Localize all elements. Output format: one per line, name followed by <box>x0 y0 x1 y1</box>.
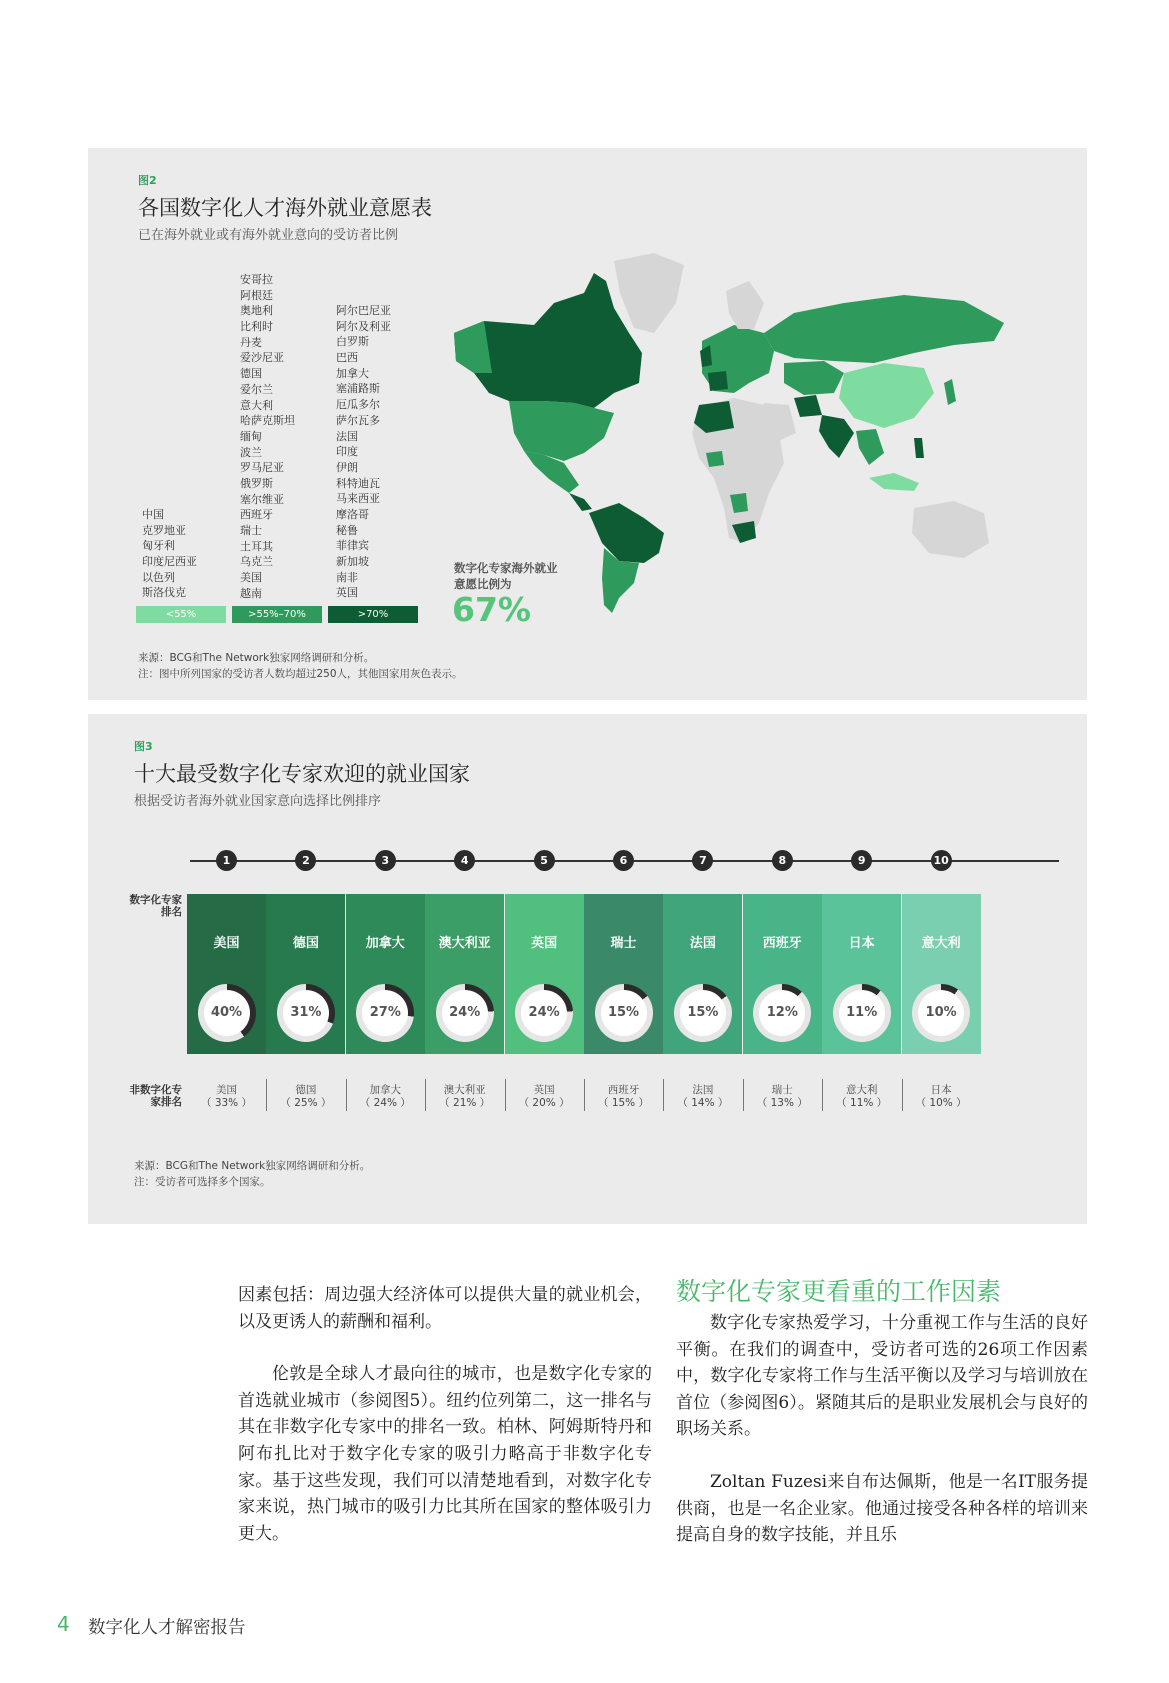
country-name: 比利时 <box>240 320 273 334</box>
country-name: 印度尼西亚 <box>142 555 197 569</box>
country-name: 克罗地亚 <box>142 523 186 537</box>
country-name: 萨尔瓦多 <box>336 413 380 427</box>
donut-value: 27% <box>362 990 408 1036</box>
separator <box>346 1079 347 1111</box>
rank-dot: 2 <box>295 850 316 871</box>
nondigital-pct: （ 10% ） <box>915 1097 967 1109</box>
country-name: 斯洛伐克 <box>142 586 186 600</box>
country-name: 以色列 <box>142 570 175 584</box>
nondigital-item <box>266 1084 345 1110</box>
donut-value: 10% <box>918 990 964 1036</box>
stat-label: 数字化专家海外就业意愿比例为 <box>454 561 558 591</box>
country-name: 阿根廷 <box>240 288 273 302</box>
country-list-mid <box>240 272 295 601</box>
country-name: 匈牙利 <box>142 539 175 553</box>
map-central-asia <box>784 361 844 395</box>
donut-chart <box>595 984 653 1042</box>
left-column <box>238 1282 652 1547</box>
map-greenland <box>614 253 684 333</box>
country-name: 丹麦 <box>240 335 262 349</box>
donut-chart <box>515 984 573 1042</box>
separator <box>902 1079 903 1111</box>
nondigital-item <box>505 1084 584 1110</box>
map-central-america <box>569 493 592 511</box>
country-name: 菲律宾 <box>336 539 369 553</box>
nondigital-pct: （ 15% ） <box>597 1097 649 1109</box>
nondigital-pct: （ 33% ） <box>200 1097 252 1109</box>
country-name: 英国 <box>336 586 358 600</box>
nondigital-item <box>822 1084 901 1110</box>
nondigital-pct: （ 24% ） <box>359 1097 411 1109</box>
nondigital-pct: （ 21% ） <box>439 1097 491 1109</box>
page-number: 4 <box>57 1612 70 1636</box>
country-tile <box>743 894 822 1054</box>
nondigital-item <box>743 1084 822 1110</box>
map-russia <box>764 295 1004 363</box>
right-column <box>676 1310 1088 1549</box>
figure-source: 来源：BCG和The Network独家网络调研和分析。 <box>134 1160 371 1172</box>
nondigital-item <box>584 1084 663 1110</box>
legend-high: >70% <box>328 606 418 623</box>
donut-chart <box>436 984 494 1042</box>
country-list-low <box>142 507 197 601</box>
country-name: 波兰 <box>240 445 262 459</box>
separator <box>425 1079 426 1111</box>
tile-country-name: 德国 <box>292 936 319 951</box>
map-south-america-north <box>589 503 664 563</box>
nondigital-country: 瑞士 <box>771 1084 793 1096</box>
rank-dot: 10 <box>931 850 952 871</box>
country-name: 厄瓜多尔 <box>336 398 380 412</box>
nondigital-item <box>187 1084 266 1110</box>
country-name: 巴西 <box>336 351 358 365</box>
nondigital-country: 法国 <box>692 1084 714 1096</box>
country-name: 科特迪瓦 <box>336 476 380 490</box>
country-tile <box>346 894 425 1054</box>
country-name: 马来西亚 <box>336 492 380 506</box>
country-name: 西班牙 <box>240 508 273 522</box>
section-title: 数字化专家更看重的工作因素 <box>676 1277 1002 1306</box>
country-tile <box>425 894 504 1054</box>
paragraph: 因素包括：周边强大经济体可以提供大量的就业机会，以及更诱人的薪酬和福利。 <box>238 1285 652 1332</box>
donut-value: 15% <box>601 990 647 1036</box>
separator <box>505 1079 506 1111</box>
donut-value: 24% <box>442 990 488 1036</box>
donut-chart <box>753 984 811 1042</box>
country-name: 法国 <box>336 429 358 443</box>
figure-title: 各国数字化人才海外就业意愿表 <box>138 196 432 220</box>
country-name: 阿尔及利亚 <box>336 319 391 333</box>
digital-rank-label: 数字化专家排名 <box>129 894 182 918</box>
nondigital-item <box>663 1084 742 1110</box>
rank-dot: 4 <box>454 850 475 871</box>
nondigital-pct: （ 20% ） <box>518 1097 570 1109</box>
nondigital-country: 美国 <box>216 1084 237 1096</box>
country-name: 爱沙尼亚 <box>240 351 284 365</box>
rank-dot: 1 <box>216 850 237 871</box>
country-name: 安哥拉 <box>240 273 273 286</box>
country-name: 南非 <box>336 570 358 584</box>
country-list-high <box>336 303 391 601</box>
donut-value: 40% <box>204 990 250 1036</box>
legend-mid: >55%–70% <box>232 606 322 623</box>
separator <box>743 1079 744 1111</box>
figure-2-panel <box>88 148 1087 700</box>
donut-value: 31% <box>283 990 329 1036</box>
figure-label: 图3 <box>134 740 153 753</box>
donut-chart <box>198 984 256 1042</box>
rank-dot: 9 <box>851 850 872 871</box>
tile-country-name: 意大利 <box>921 936 961 951</box>
donut-chart <box>912 984 970 1042</box>
map-australia <box>912 501 989 558</box>
country-tile <box>584 894 663 1054</box>
nondigital-country: 澳大利亚 <box>443 1084 486 1096</box>
country-tile <box>822 894 901 1054</box>
country-name: 加拿大 <box>336 366 369 380</box>
tile-country-name: 西班牙 <box>762 936 802 951</box>
figure-title: 十大最受数字化专家欢迎的就业国家 <box>134 762 470 786</box>
donut-value: 24% <box>521 990 567 1036</box>
country-name: 爱尔兰 <box>240 382 273 396</box>
rank-dot: 8 <box>772 850 793 871</box>
donut-value: 11% <box>839 990 885 1036</box>
country-name: 阿尔巴尼亚 <box>336 304 391 317</box>
country-name: 伊朗 <box>336 460 358 474</box>
figure-3-panel <box>88 714 1087 1224</box>
nondigital-item <box>346 1084 425 1110</box>
country-name: 中国 <box>142 508 164 521</box>
donut-chart <box>356 984 414 1042</box>
nondigital-country: 加拿大 <box>369 1084 402 1096</box>
map-france <box>708 371 728 391</box>
country-name: 白罗斯 <box>336 335 369 349</box>
country-tile <box>266 894 345 1054</box>
map-scandinavia <box>726 281 764 329</box>
tile-country-name: 英国 <box>531 936 558 951</box>
figure-subtitle: 已在海外就业或有海外就业意向的受访者比例 <box>138 228 399 243</box>
nondigital-rank-label: 非数字化专家排名 <box>129 1084 182 1108</box>
country-name: 塞浦路斯 <box>336 382 380 396</box>
separator <box>266 1079 267 1111</box>
nondigital-country: 意大利 <box>845 1084 878 1096</box>
country-name: 缅甸 <box>240 429 262 443</box>
map-se-asia <box>856 429 884 465</box>
map-west-africa <box>706 451 724 467</box>
country-name: 瑞士 <box>240 524 262 537</box>
nondigital-item <box>902 1084 981 1110</box>
figure-subtitle: 根据受访者海外就业国家意向选择比例排序 <box>134 794 382 809</box>
figure-note: 注：受访者可选择多个国家。 <box>134 1176 271 1188</box>
paragraph: 伦敦是全球人才最向往的城市，也是数字化专家的首选就业城市（参阅图5）。纽约位列第二，这一排名与其在非数字化专家中的排名一致。柏林、阿姆斯特丹和阿布扎比对于数字化专家的吸引力略高于非数字化专家。基于这些发现，我们可以清楚地看到，对数字化专家来说，热门城市的吸引力比其所在国家的整体吸引力更大。 <box>238 1364 652 1544</box>
donut-value: 15% <box>680 990 726 1036</box>
report-title: 数字化人才解密报告 <box>88 1618 246 1638</box>
tile-country-name: 澳大利亚 <box>438 936 491 951</box>
country-tile <box>505 894 584 1054</box>
map-india <box>819 415 854 458</box>
map-indonesia <box>869 473 919 491</box>
map-japan <box>944 379 956 405</box>
rank-dot: 6 <box>613 850 634 871</box>
separator <box>822 1079 823 1111</box>
tile-country-name: 日本 <box>848 936 875 951</box>
country-name: 哈萨克斯坦 <box>240 414 295 428</box>
map-china <box>839 363 934 428</box>
country-name: 塞尔维亚 <box>240 492 284 506</box>
country-name: 罗马尼亚 <box>240 461 284 475</box>
country-tile <box>187 894 266 1054</box>
country-name: 新加坡 <box>336 555 369 568</box>
paragraph: Zoltan Fuzesi来自布达佩斯，他是一名IT服务提供商，也是一名企业家。他通过接受各种各样的培训来提高自身的数字技能，并且乐 <box>676 1471 1088 1546</box>
rank-dot: 7 <box>692 850 713 871</box>
country-tile <box>663 894 742 1054</box>
paragraph: 数字化专家热爱学习，十分重视工作与生活的良好平衡。在我们的调查中，受访者可选的26项工作因素中，数字化专家将工作与生活平衡以及学习与培训放在首位（参阅图6）。紧随其后的是职业发展机会与良好的职场关系。 <box>676 1313 1088 1440</box>
country-name: 俄罗斯 <box>240 476 273 490</box>
separator <box>663 1079 664 1111</box>
figure-note: 注：图中所列国家的受访者人数均超过250人，其他国家用灰色表示。 <box>138 668 463 680</box>
nondigital-pct: （ 14% ） <box>677 1097 729 1109</box>
country-name: 土耳其 <box>240 539 273 553</box>
tile-country-name: 加拿大 <box>365 936 405 951</box>
legend-low: <55% <box>136 606 226 623</box>
nondigital-country: 英国 <box>533 1084 555 1096</box>
donut-chart <box>833 984 891 1042</box>
country-name: 美国 <box>240 571 262 585</box>
country-name: 摩洛哥 <box>336 507 369 521</box>
country-name: 意大利 <box>240 398 273 412</box>
tile-country-name: 法国 <box>689 936 716 951</box>
tile-country-name: 瑞士 <box>610 936 637 951</box>
nondigital-pct: （ 25% ） <box>280 1097 332 1109</box>
country-name: 乌克兰 <box>240 555 273 569</box>
map-iran <box>794 395 822 417</box>
nondigital-pct: （ 11% ） <box>836 1097 888 1109</box>
map-philippines <box>914 438 924 458</box>
nondigital-country: 德国 <box>295 1084 317 1096</box>
nondigital-pct: （ 13% ） <box>756 1097 808 1109</box>
figure-label: 图2 <box>138 174 157 187</box>
country-name: 秘鲁 <box>336 523 358 537</box>
nondigital-item <box>425 1084 504 1110</box>
country-tile <box>902 894 981 1054</box>
tile-country-name: 美国 <box>213 936 240 951</box>
rank-dot: 3 <box>375 850 396 871</box>
nondigital-country: 日本 <box>930 1084 952 1096</box>
nondigital-country: 西班牙 <box>607 1084 640 1096</box>
country-name: 越南 <box>240 586 262 600</box>
figure-source: 来源：BCG和The Network独家网络调研和分析。 <box>138 652 375 664</box>
country-name: 印度 <box>336 445 358 459</box>
country-name: 奥地利 <box>240 304 273 318</box>
donut-value: 12% <box>759 990 805 1036</box>
separator <box>584 1079 585 1111</box>
rank-dot: 5 <box>534 850 555 871</box>
donut-chart <box>277 984 335 1042</box>
map-uk <box>700 345 712 367</box>
donut-chart <box>674 984 732 1042</box>
stat-value: 67% <box>452 590 531 629</box>
country-name: 德国 <box>240 367 262 381</box>
